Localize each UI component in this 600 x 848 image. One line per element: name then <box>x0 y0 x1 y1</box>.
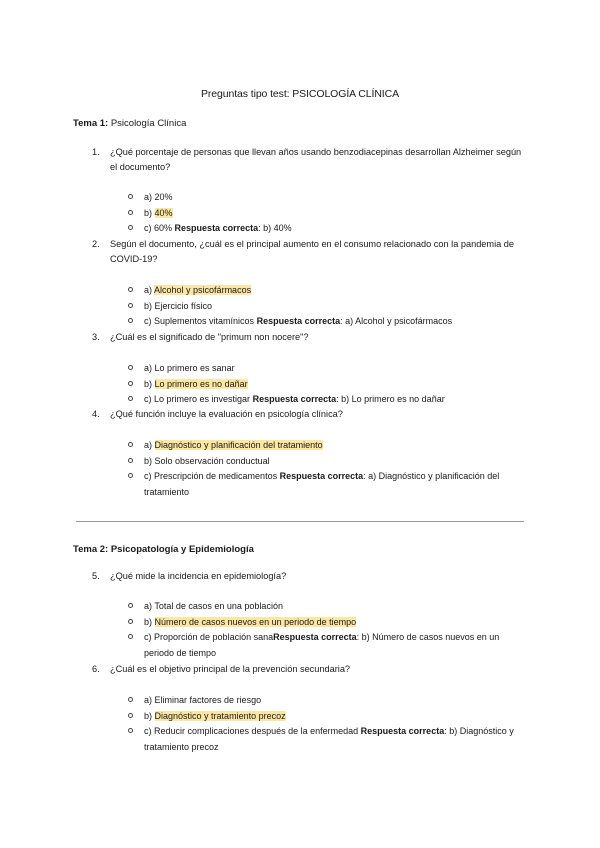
bullet-icon <box>128 381 133 386</box>
correct-answer: a) Diagnóstico y planificación del tratamiento <box>144 471 500 497</box>
correct-label: Respuesta correcta <box>252 394 337 404</box>
option-letter: b) <box>144 207 153 218</box>
option-text-highlighted: Alcohol y psicofármacos <box>154 285 252 295</box>
option-text-highlighted: Diagnóstico y tratamiento precoz <box>154 710 286 721</box>
correct-answer: b) 40% <box>263 223 292 233</box>
option-text: Lo primero es investigar <box>154 394 251 404</box>
section-label: Tema 1: <box>73 118 109 129</box>
option-letter: b) <box>144 710 153 721</box>
question-number: 3. <box>92 332 100 342</box>
option-letter: c) <box>144 632 152 642</box>
option-text: Solo observación conductual <box>154 455 270 466</box>
option-text: Prescripción de medicamentos <box>154 471 278 481</box>
bullet-icon <box>128 303 133 308</box>
bullet-icon <box>128 396 133 401</box>
bullet-icon <box>128 365 133 370</box>
option-letter: a) <box>144 601 153 611</box>
bullet-icon <box>128 442 133 447</box>
option-letter: b) <box>144 378 153 389</box>
option-text: Total de casos en una población <box>154 601 283 611</box>
section-label: Tema 2: <box>73 544 109 555</box>
bullet-icon <box>128 697 133 702</box>
section-heading <box>73 544 254 555</box>
bullet-icon <box>128 225 133 230</box>
bullet-icon <box>128 634 133 639</box>
correct-label: Respuesta correcta <box>256 316 341 326</box>
question-text: ¿Cuál es el objetivo principal de la prevención secundaria? <box>110 664 351 674</box>
bullet-icon <box>128 287 133 292</box>
option-letter: b) <box>144 300 153 311</box>
option-letter: b) <box>144 455 153 466</box>
correct-label: Respuesta correcta <box>273 632 357 642</box>
correct-answer: b) Número de casos nuevos en un periodo de tiempo <box>144 632 500 658</box>
bullet-icon <box>128 194 133 199</box>
section-heading <box>73 118 186 129</box>
question-text: ¿Qué porcentaje de personas que llevan años usando benzodiacepinas desarrollan Alzheimer según el documento? <box>110 147 522 172</box>
option-text: Proporción de población sana <box>154 632 274 642</box>
option-letter: a) <box>144 285 153 295</box>
correct-label: Respuesta correcta <box>360 726 445 736</box>
bullet-icon <box>128 458 133 463</box>
option-letter: c) <box>144 394 152 404</box>
option-text: Lo primero es sanar <box>154 363 235 373</box>
option-text: 20% <box>154 192 173 202</box>
page-title: Preguntas tipo test: PSICOLOGÍA CLÍNICA <box>200 88 400 100</box>
document-page: Preguntas tipo test: PSICOLOGÍA CLÍNICA Tema 1: Psicología Clínica 1. ¿Qué porcentaje de personas que llevan años usando benzodiacepinas desarrollan Alzheimer según el documento? a) 20% b) 40% c) 60% Respuesta correcta: b) 40% 2. Según el documento, ¿cuál es el principal aumento en el consumo relacionado con la pandemia de COVID-19? a) Alcohol y psicofármacos b) Ejercicio físico c) Suplementos vitamínicos Respuesta correcta: a) Alcohol y psicofármacos 3. ¿Cuál es el significado de "primum non nocere"? a) Lo primero es sanar b) Lo primero es no dañar c) Lo primero es investigar Respuesta correcta: b) Lo primero es no dañar 4. ¿Qué función incluye la evaluación en psicología clínica? a) Diagnóstico y planificación del tratamiento b) Solo observación conductual c) Prescripción de medicamentos Respuesta correcta: a) Diagnóstico y planificación del tratamiento Tema 2: Psicopatología y Epidemiología 5. ¿Qué mide la incidencia en epidemiología? a) Total de casos en una población b) Número de casos nuevos en un periodo de tiempo c) Proporción de población sanaRespuesta correcta: b) Número de casos nuevos en un periodo de tiempo 6. ¿Cuál es el objetivo principal de la prevención secundaria? a) Eliminar factores de riesgo b) Diagnóstico y tratamiento precoz c) Reducir complicaciones después de la enfermedad Respuesta correcta: b) Diagnóstico y tratamiento precoz <box>0 0 600 848</box>
option-letter: c) <box>144 726 152 736</box>
option-text-highlighted: Diagnóstico y planificación del tratamiento <box>154 440 323 450</box>
option-text-highlighted: Número de casos nuevos en un periodo de tiempo <box>154 616 357 627</box>
question-text: ¿Cuál es el significado de "primum non nocere"? <box>110 332 309 342</box>
bullet-icon <box>128 619 133 624</box>
bullet-icon <box>128 603 133 608</box>
option-text-highlighted: Lo primero es no dañar <box>154 378 248 389</box>
question-text: Según el documento, ¿cuál es el principal aumento en el consumo relacionado con la pandemia de COVID-19? <box>110 239 514 264</box>
divider <box>76 521 524 522</box>
option-letter: c) <box>144 471 152 481</box>
question-text: ¿Qué mide la incidencia en epidemiología? <box>110 571 287 581</box>
option-letter: c) <box>144 223 152 233</box>
option-letter: a) <box>144 192 153 202</box>
question-number: 5. <box>92 571 100 581</box>
option-text: Eliminar factores de riesgo <box>154 695 262 705</box>
bullet-icon <box>128 318 133 323</box>
option-letter: a) <box>144 695 153 705</box>
correct-label: Respuesta correcta <box>174 223 259 233</box>
question-text: ¿Qué función incluye la evaluación en psicología clínica? <box>110 409 343 419</box>
option-letter: a) <box>144 440 153 450</box>
option-letter: a) <box>144 363 153 373</box>
section-name: Psicología Clínica <box>110 118 187 129</box>
option-text: Ejercicio físico <box>154 300 213 311</box>
question-number: 2. <box>92 239 100 249</box>
option-text: 60% <box>154 223 173 233</box>
option-letter: c) <box>144 316 152 326</box>
correct-answer: b) Lo primero es no dañar <box>341 394 445 404</box>
correct-answer: a) Alcohol y psicofármacos <box>345 316 453 326</box>
bullet-icon <box>128 728 133 733</box>
question-number: 1. <box>92 147 100 157</box>
option-text: Suplementos vitamínicos <box>154 316 255 326</box>
correct-label: Respuesta correcta <box>279 471 364 481</box>
option-letter: b) <box>144 616 153 627</box>
bullet-icon <box>128 210 133 215</box>
question-number: 4. <box>92 409 100 419</box>
bullet-icon <box>128 713 133 718</box>
option-text-highlighted: 40% <box>154 207 173 218</box>
option-text: Reducir complicaciones después de la enfermedad <box>154 726 359 736</box>
bullet-icon <box>128 473 133 478</box>
question-number: 6. <box>92 664 100 674</box>
section-name: Psicopatología y Epidemiología <box>110 544 254 555</box>
correct-answer: b) Diagnóstico y tratamiento precoz <box>144 726 514 752</box>
